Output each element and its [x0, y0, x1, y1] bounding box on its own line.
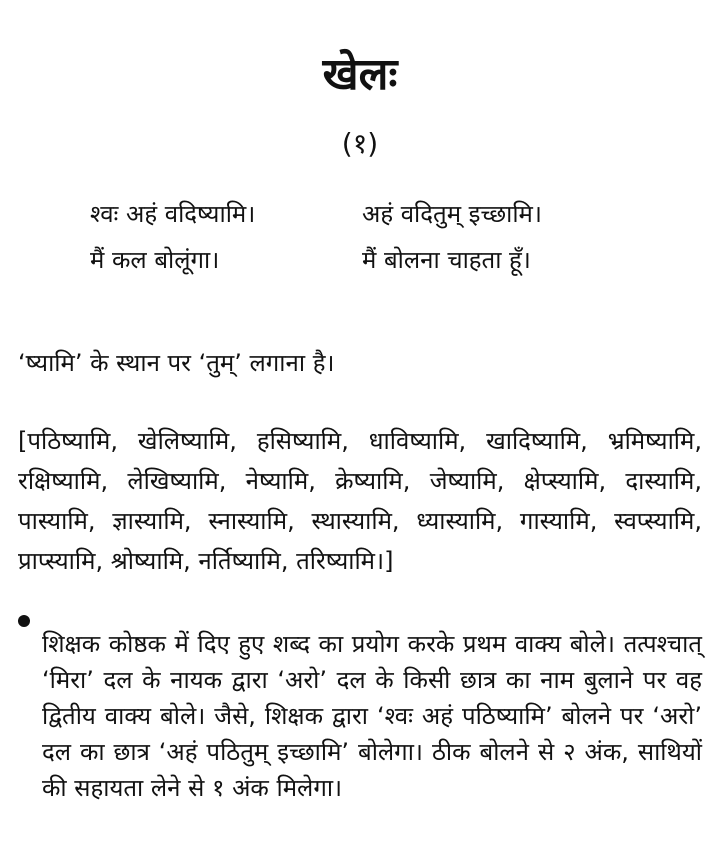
game-instructions: [18, 602, 702, 830]
example-sentences: [90, 197, 650, 277]
word-list: [पठिष्यामि, खेलिष्यामि, हसिष्यामि, धाविष्यामि, खादिष्यामि, भ्रमिष्यामि, रक्षिष्यामि, लेखिष्यामि, नेष्यामि, क्रेष्यामि, जेष्यामि, क्षेप्स्यामि, दास्यामि, पास्यामि, ज्ञास्यामि, स्नास्यामि, स्थास्यामि, ध्यास्यामि, गास्यामि, स्वप्स्यामि, प्राप्स्यामि, श्रोष्यामि, नर्तिष्यामि, तरिष्यामि।]: [18, 427, 702, 575]
infinitive-hindi-example: मैं बोलना चाहता हूँ।: [362, 246, 531, 274]
page-title: खेलः: [322, 49, 398, 101]
game-instruction-text: शिक्षक कोष्ठक में दिए हुए शब्द का प्रयोग करके प्रथम वाक्य बोले। तत्पश्चात् ‘मिरा’ दल के नायक द्वारा ‘अरो’ दल के किसी छात्र का नाम बुलाने पर वह द्वितीय वाक्य बोले। जैसे, शिक्षक द्वारा ‘श्वः अहं पठिष्यामि’ बोलने पर ‘अरो’ दल का छात्र ‘अहं पठितुम् इच्छामि’ बोलेगा। ठीक बोलने से २ अंक, साथियों की सहायता लेने से १ अंक मिलेगा।: [42, 630, 702, 802]
conversion-instruction: ‘ष्यामि’ के स्थान पर ‘तुम्’ लगाना है।: [18, 349, 335, 377]
bullet-icon: [18, 615, 30, 627]
section-number: (१): [341, 127, 379, 160]
future-hindi-example: मैं कल बोलूंगा।: [90, 246, 220, 274]
infinitive-sanskrit-example: अहं वदितुम् इच्छामि।: [362, 200, 542, 228]
future-sanskrit-example: श्वः अहं वदिष्यामि।: [90, 200, 256, 228]
